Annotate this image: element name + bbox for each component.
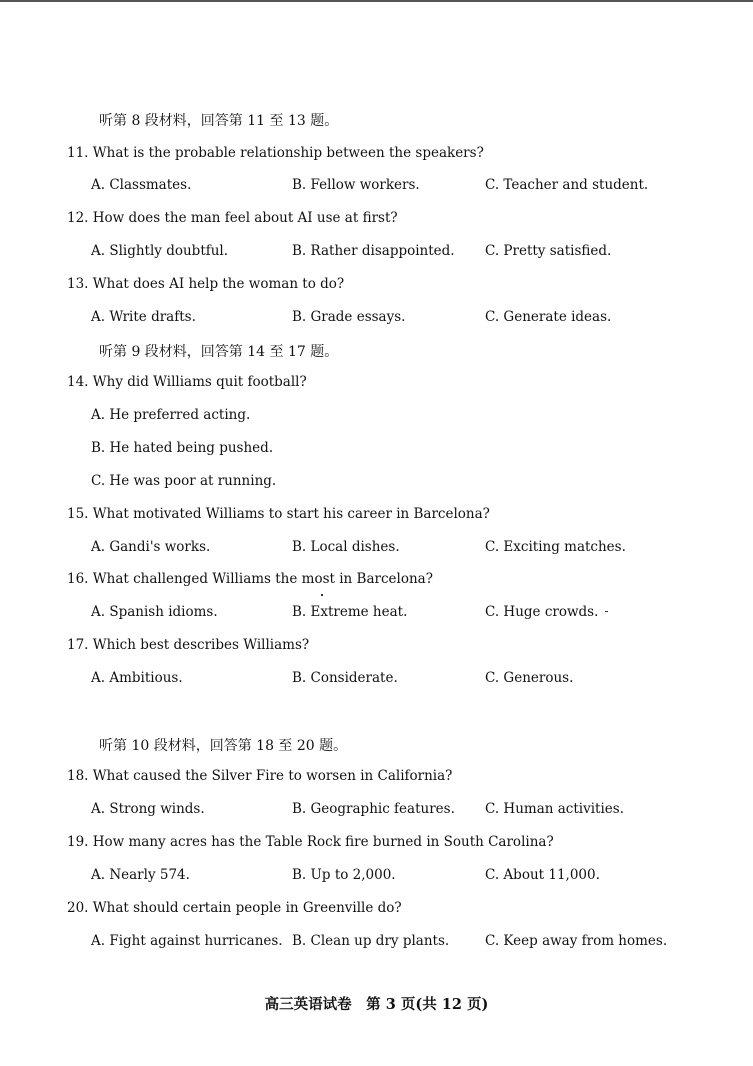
question-14-stem: 14. Why did Williams quit football?	[67, 374, 307, 390]
question-17-stem: 17. Which best describes Williams?	[67, 637, 310, 653]
option-a: A. Ambitious.	[91, 670, 183, 686]
option-b: B. Rather disappointed.	[292, 243, 455, 259]
option-c: C. Keep away from homes.	[485, 933, 668, 949]
question-18-stem: 18. What caused the Silver Fire to worsen in California?	[67, 768, 453, 784]
option-a: A. Slightly doubtful.	[91, 243, 229, 259]
scan-speck	[321, 594, 323, 596]
option-b: B. Clean up dry plants.	[292, 933, 450, 949]
option-c: C. Teacher and student.	[485, 177, 649, 193]
question-14-option-b: B. He hated being pushed.	[91, 440, 274, 456]
scan-speck	[605, 611, 608, 612]
option-c: C. Generate ideas.	[485, 309, 612, 325]
question-14-option-a: A. He preferred acting.	[91, 407, 251, 423]
option-b: B. Geographic features.	[292, 801, 455, 817]
option-a: A. Spanish idioms.	[91, 604, 218, 620]
scan-edge-line	[0, 0, 753, 2]
option-a: A. Nearly 574.	[91, 867, 190, 883]
section-heading-10: 听第 10 段材料，回答第 18 至 20 题。	[99, 738, 348, 754]
section-heading-8: 听第 8 段材料，回答第 11 至 13 题。	[99, 113, 339, 129]
question-11-stem: 11. What is the probable relationship between the speakers?	[67, 145, 484, 161]
option-b: B. Fellow workers.	[292, 177, 420, 193]
option-b: B. Up to 2,000.	[292, 867, 396, 883]
option-c: C. Human activities.	[485, 801, 624, 817]
section-heading-9: 听第 9 段材料，回答第 14 至 17 题。	[99, 344, 339, 360]
option-a: A. Gandi's works.	[91, 539, 211, 555]
page-footer: 高三英语试卷 第 3 页(共 12 页)	[264, 996, 489, 1013]
option-b: B. Extreme heat.	[292, 604, 408, 620]
option-c: C. About 11,000.	[485, 867, 600, 883]
option-c: C. Pretty satisfied.	[485, 243, 612, 259]
option-c: C. Huge crowds.	[485, 604, 599, 620]
option-a: A. Fight against hurricanes.	[91, 933, 283, 949]
option-b: B. Grade essays.	[292, 309, 406, 325]
option-a: A. Strong winds.	[91, 801, 205, 817]
question-14-option-c: C. He was poor at running.	[91, 473, 277, 489]
option-a: A. Write drafts.	[91, 309, 196, 325]
question-12-stem: 12. How does the man feel about AI use at first?	[67, 210, 398, 226]
option-b: B. Local dishes.	[292, 539, 400, 555]
option-a: A. Classmates.	[91, 177, 192, 193]
option-c: C. Exciting matches.	[485, 539, 626, 555]
question-19-stem: 19. How many acres has the Table Rock fire burned in South Carolina?	[67, 834, 554, 850]
question-13-stem: 13. What does AI help the woman to do?	[67, 276, 345, 292]
option-c: C. Generous.	[485, 670, 574, 686]
question-20-stem: 20. What should certain people in Greenville do?	[67, 900, 402, 916]
option-b: B. Considerate.	[292, 670, 398, 686]
question-15-stem: 15. What motivated Williams to start his career in Barcelona?	[67, 506, 490, 522]
question-16-stem: 16. What challenged Williams the most in Barcelona?	[67, 571, 433, 587]
